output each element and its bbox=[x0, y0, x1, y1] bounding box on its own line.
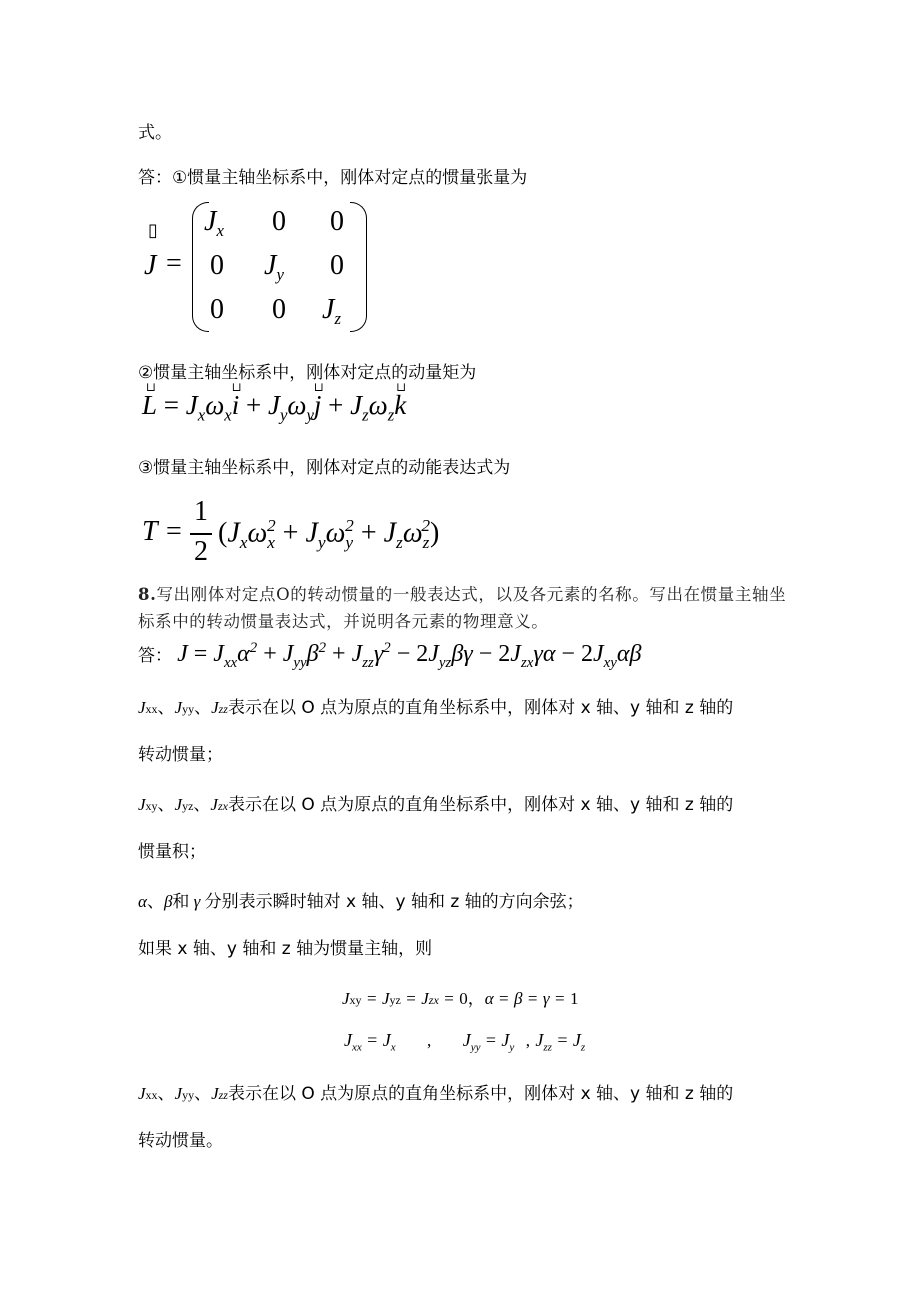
fraction-numerator: 1 bbox=[194, 496, 208, 527]
right-bracket bbox=[350, 202, 367, 332]
matrix-cell-13: 0 bbox=[330, 206, 344, 237]
principal-description: 表示在以 O 点为原点的直角坐标系中，刚体对 x 轴、y 轴和 z 轴的 bbox=[227, 1084, 734, 1104]
answer-prefix: 答： bbox=[138, 646, 172, 666]
question-8 bbox=[138, 581, 788, 635]
matrix-jz: $J_z$ bbox=[322, 294, 341, 328]
text-line-10: 如果 x 轴、y 轴和 z 轴为惯量主轴，则 bbox=[138, 939, 433, 959]
text-line-2: 答：①惯量主轴坐标系中，刚体对定点的惯量张量为 bbox=[138, 168, 528, 188]
comma-separator: ， bbox=[467, 989, 485, 1009]
text-line-12: 转动惯量。 bbox=[138, 1131, 223, 1151]
text-line-3: ②惯量主轴坐标系中，刚体对定点的动量矩为 bbox=[138, 363, 477, 383]
text-line-6: 转动惯量； bbox=[138, 745, 223, 765]
direction-cosine-text: 分别表示瞬时轴对 x 轴、y 轴和 z 轴的方向余弦； bbox=[204, 892, 584, 912]
zero-value: 0 bbox=[459, 989, 468, 1008]
principal-axis-condition-1: Jxy = Jyz = Jzx = 0，α = β = γ = 1 bbox=[342, 989, 579, 1009]
matrix-cell-12: 0 bbox=[272, 206, 286, 237]
general-formula: $J = J_{xx}\alpha^2 + J_{yy}\beta^2 + J_{zz}\gamma^2 - 2J_{yz}\beta\gamma - 2J_{zx}\gamma\alpha - 2J_{xy}\alpha\beta$ bbox=[177, 640, 642, 671]
equals-sign: = bbox=[166, 248, 182, 279]
fraction-bar bbox=[190, 533, 212, 535]
offdiag-description: 表示在以 O 点为原点的直角坐标系中，刚体对 x 轴、y 轴和 z 轴的 bbox=[227, 795, 734, 815]
principal-axis-condition-2: $J_{xx} = J_x$ , $J_{yy} = J_y$ , $J_{zz} = J_z$ bbox=[344, 1030, 586, 1054]
matrix-cell-23: 0 bbox=[330, 250, 344, 281]
and-word: 和 bbox=[172, 892, 190, 912]
angular-momentum-equation: L ⊔ = $J_x\omega_xi$ ⊔ + $J_y\omega_yj$ ⊔ + $J_z\omega_zk$ ⊔ bbox=[142, 380, 407, 425]
question-text: 写出刚体对定点O的转动惯量的一般表达式，以及各元素的名称。写出在惯量主轴坐标系中的转动惯量表达式，并说明各元素的物理意义。 bbox=[138, 585, 787, 631]
one-value: 1 bbox=[570, 989, 579, 1008]
matrix-jx: $J_x$ bbox=[204, 206, 224, 240]
tensor-symbol: J bbox=[144, 250, 157, 281]
text-line-7: Jxy、Jyz、Jzx表示在以 O 点为原点的直角坐标系中，刚体对 x 轴、y 轴和 z 轴的 bbox=[138, 795, 734, 815]
matrix-jy: $J_y$ bbox=[264, 250, 284, 284]
tensor-marker: ▯ bbox=[148, 220, 158, 241]
diag-description: 表示在以 O 点为原点的直角坐标系中，刚体对 x 轴、y 轴和 z 轴的 bbox=[227, 698, 734, 718]
question-number: 8. bbox=[138, 585, 157, 604]
fraction-denominator: 2 bbox=[194, 536, 208, 567]
text-line-1: 式。 bbox=[138, 123, 172, 143]
matrix-cell-31: 0 bbox=[210, 294, 224, 325]
comma-separator-2: , bbox=[427, 1031, 432, 1050]
matrix-cell-32: 0 bbox=[272, 294, 286, 325]
text-line-9: α、β和 γ 分别表示瞬时轴对 x 轴、y 轴和 z 轴的方向余弦； bbox=[138, 892, 584, 912]
matrix-cell-21: 0 bbox=[210, 250, 224, 281]
text-line-11: Jxx、Jyy、Jzz表示在以 O 点为原点的直角坐标系中，刚体对 x 轴、y 轴和 z 轴的 bbox=[138, 1084, 734, 1104]
text-line-8: 惯量积； bbox=[138, 842, 206, 862]
general-expression bbox=[138, 640, 641, 672]
text-line-5: Jxx、Jyy、Jzz表示在以 O 点为原点的直角坐标系中，刚体对 x 轴、y 轴和 z 轴的 bbox=[138, 698, 734, 718]
text-line-4: ③惯量主轴坐标系中，刚体对定点的动能表达式为 bbox=[138, 458, 511, 478]
